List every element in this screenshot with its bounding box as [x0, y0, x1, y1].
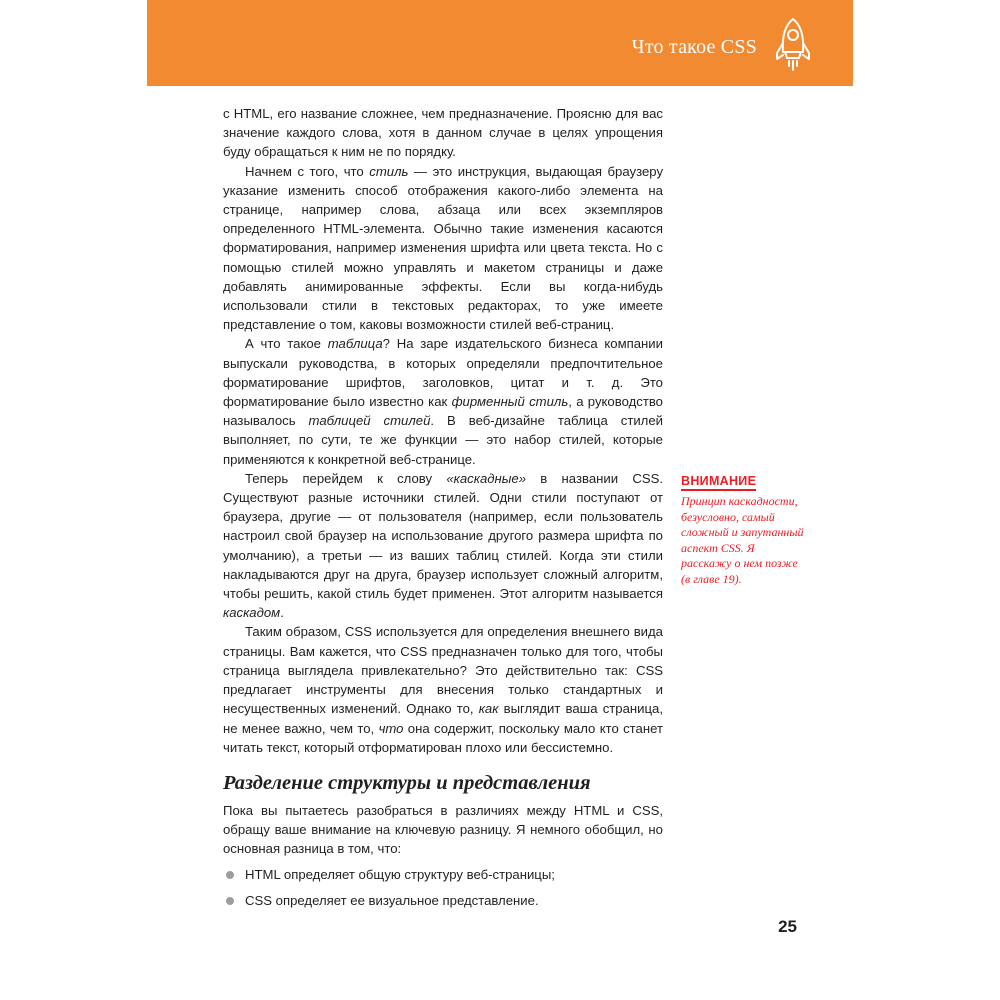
rocket-icon: [773, 16, 813, 74]
paragraph: Пока вы пытаетесь разобраться в различиях между HTML и CSS, обращу ваше внимание на ключевую разницу. Я немного обобщил, но основная разница в том, что:: [223, 802, 663, 857]
main-text-column: [223, 104, 663, 917]
page-number: 25: [778, 917, 797, 936]
paragraph: с HTML, его название сложнее, чем предназначение. Проясню для вас значение каждого слова, хотя в данном случае в целях упрощения буду обращаться к ним не по порядку.: [223, 106, 663, 160]
margin-note: [681, 472, 805, 587]
paragraph: Начнем с того, что стиль — это инструкция, выдающая браузеру указание изменить способ отображения какого-либо элемента на странице, например слова, абзаца или всех экземпляров определенного HTML-элемента. Обычно такие изменения касаются форматирования, например изменения шрифта или цвета текста. Но с помощью стилей можно управлять и макетом страницы и даже добавлять анимированные эффекты. Если вы когда-нибудь использовали стили в текстовых редакторах, то уже имеете представление о том, каковы возможности стилей веб-страниц.: [223, 163, 664, 333]
paragraph: Таким образом, CSS используется для определения внешнего вида страницы. Вам кажется, что CSS предназначен только для того, чтобы страница выглядела привлекательно? Это действительно так: CSS предлагает инструменты для внесения только стандартных и несущественных изменений. Однако то, как выглядит ваша страница, не менее важно, чем то, что она содержит, поскольку мало кто станет читать текст, который отформатирован плохо или бессистемно.: [223, 624, 663, 755]
list-item: CSS определяет ее визуальное представление.: [223, 891, 663, 910]
section-heading: Разделение структуры и представления: [223, 771, 591, 794]
bullet-dot-icon: [226, 897, 234, 905]
bullet-dot-icon: [226, 871, 234, 879]
list-item: HTML определяет общую структуру веб-страницы;: [223, 865, 663, 884]
bullet-list: [223, 865, 663, 910]
paragraph: А что такое таблица? На заре издательского бизнеса компании выпускали руководства, в которых определяли предпочтительное форматирование шрифтов, заголовков, цитат и т. д. Это форматирование было известно как фирменный стиль, а руководство называлось таблицей стилей. В веб-дизайне таблица стилей выполняет, по сути, те же функции — это набор стилей, которые применяются к конкретной веб-странице.: [223, 336, 663, 467]
header-bar: [147, 0, 853, 86]
running-header-title: Что такое CSS: [631, 36, 757, 58]
margin-note-title: ВНИМАНИЕ: [681, 474, 756, 491]
margin-note-text: Принцип каскадности, безусловно, самый сложный и запутанный аспект CSS. Я расскажу о нем позже (в главе 19).: [681, 494, 804, 586]
paragraph: Теперь перейдем к слову «каскадные» в названии CSS. Существуют разные источники стилей. Одни стили поступают от браузера, другие — от пользователя (например, если пользователь настроил свой браузер на использование другого размера шрифта по умолчанию), а третьи — из ваших таблиц стилей. Когда эти стили накладываются друг на друга, браузер использует сложный алгоритм, чтобы решить, какой стиль будет применен. Этот алгоритм называется каскадом.: [223, 470, 664, 621]
